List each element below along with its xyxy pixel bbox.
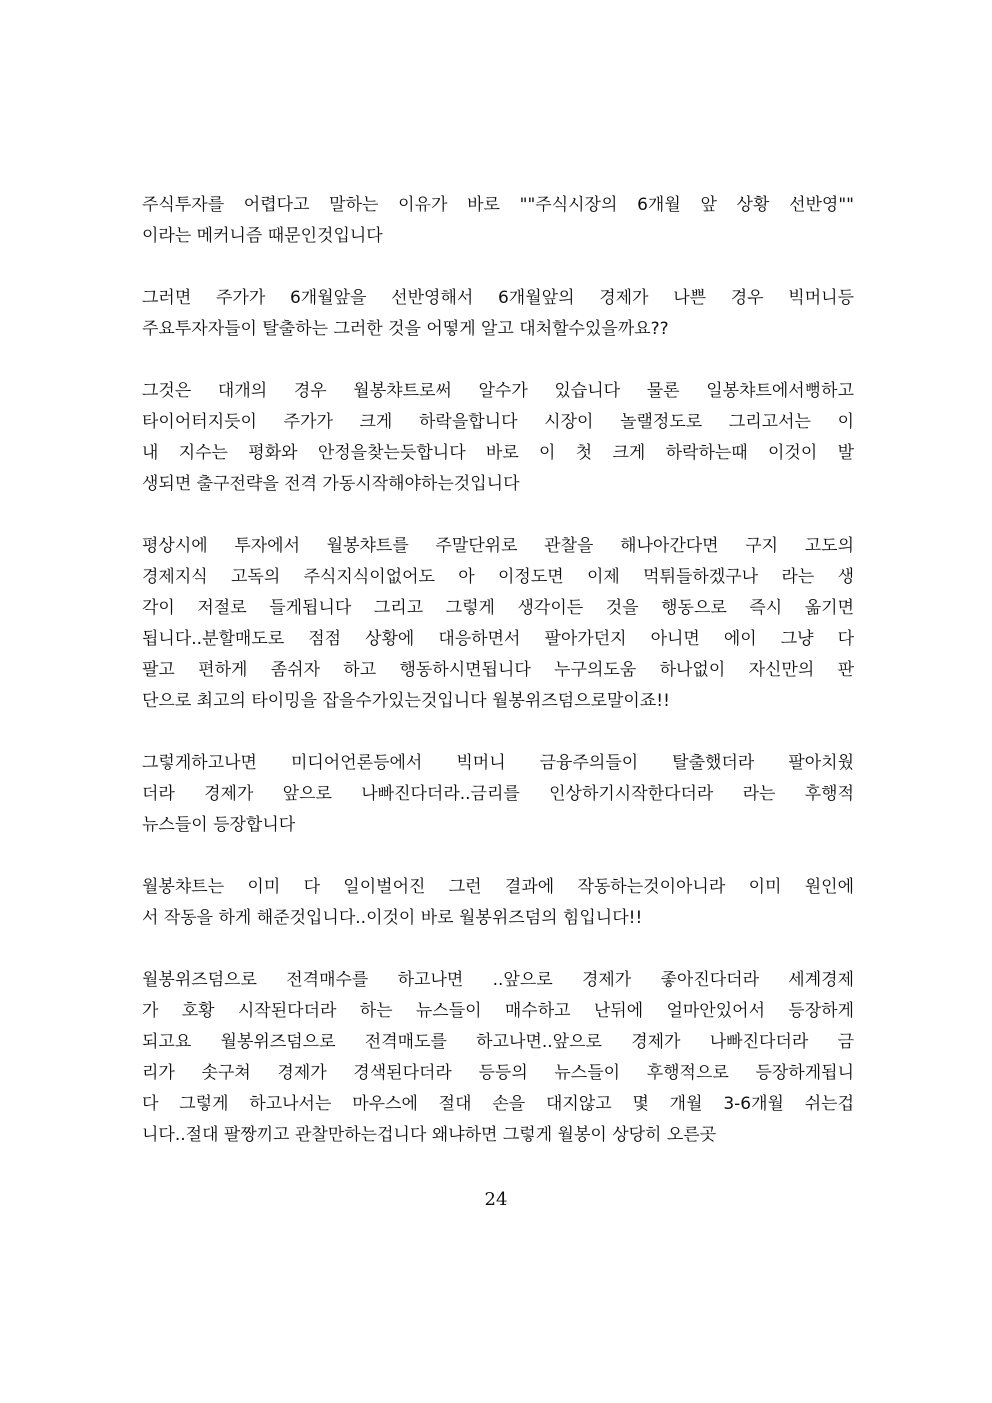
text-line: 그렇게하고나면 미디어언론등에서 빅머니 금융주의들이 탈출했더라 팔아치웠 (142, 753, 854, 773)
text-line: 타이어터지듯이 주가가 크게 하락을합니다 시장이 놀랠정도로 그리고서는 이 (142, 412, 854, 432)
text-line: 가 호황 시작된다더라 하는 뉴스들이 매수하고 난뒤에 얼마안있어서 등장하게 (142, 1001, 854, 1021)
text-line: 되고요 월봉위즈덤으로 전격매도를 하고나면..앞으로 경제가 나빠진다더라 금 (142, 1032, 854, 1052)
text-line: 다 그렇게 하고나서는 마우스에 절대 손을 대지않고 몇 개월 3-6개월 쉬는겁 (142, 1094, 854, 1114)
text-line: 팔고 편하게 좀쉬자 하고 행동하시면됩니다 누구의도움 하나없이 자신만의 판 (142, 660, 854, 680)
paragraph (142, 531, 854, 717)
text-line: 서 작동을 하게 해준것입니다..이것이 바로 월봉위즈덤의 힘입니다!! (142, 908, 643, 928)
text-line: 경제지식 고독의 주식지식이없어도 아 이정도면 이제 먹튀들하겠구나 라는 생 (142, 567, 854, 587)
text-line: 월봉위즈덤으로 전격매수를 하고나면 ..앞으로 경제가 좋아진다더라 세계경제 (142, 970, 854, 990)
text-line: 더라 경제가 앞으로 나빠진다더라..금리를 인상하기시작한다더라 라는 후행적 (142, 784, 854, 804)
text-line: 됩니다..분할매도로 점점 상황에 대응하면서 팔아가던지 아니면 에이 그냥 다 (142, 629, 854, 649)
text-line: 니다..절대 팔짱끼고 관찰만하는겁니다 왜냐하면 그렇게 월봉이 상당히 오른곳 (142, 1125, 717, 1145)
text-line: 이라는 메커니즘 때문인것입니다 (142, 226, 383, 246)
text-line: 평상시에 투자에서 월봉챠트를 주말단위로 관찰을 해나아간다면 구지 고도의 (142, 536, 854, 556)
body-text (142, 190, 854, 1182)
paragraph (142, 748, 854, 841)
text-line: 월봉챠트는 이미 다 일이벌어진 그런 결과에 작동하는것이아니라 이미 원인에 (142, 877, 854, 897)
text-line: 그러면 주가가 6개월앞을 선반영해서 6개월앞의 경제가 나쁜 경우 빅머니등 (142, 288, 854, 308)
text-line: 주요투자자들이 탈출하는 그러한 것을 어떻게 알고 대처할수있을까요?? (142, 319, 669, 339)
paragraph (142, 190, 854, 252)
paragraph (142, 872, 854, 934)
paragraph (142, 376, 854, 500)
text-line: 각이 저절로 들게됩니다 그리고 그렇게 생각이든 것을 행동으로 즉시 옮기면 (142, 598, 854, 618)
text-line: 생되면 출구전략을 전격 가동시작해야하는것입니다 (142, 474, 520, 494)
paragraph (142, 965, 854, 1151)
text-line: 주식투자를 어렵다고 말하는 이유가 바로 ""주식시장의 6개월 앞 상황 선반영"" (142, 195, 854, 215)
text-line: 뉴스들이 등장합니다 (142, 815, 296, 835)
text-line: 그것은 대개의 경우 월봉챠트로써 알수가 있습니다 물론 일봉챠트에서뻥하고 (142, 381, 854, 401)
page-number: 24 (484, 1189, 508, 1210)
text-line: 내 지수는 평화와 안정을찾는듯합니다 바로 이 첫 크게 하락하는때 이것이 발 (142, 443, 854, 463)
text-line: 단으로 최고의 타이밍을 잡을수가있는것입니다 월봉위즈덤으로말이죠!! (142, 691, 670, 711)
text-line: 리가 솟구쳐 경제가 경색된다더라 등등의 뉴스들이 후행적으로 등장하게됩니 (142, 1063, 854, 1083)
paragraph (142, 283, 854, 345)
